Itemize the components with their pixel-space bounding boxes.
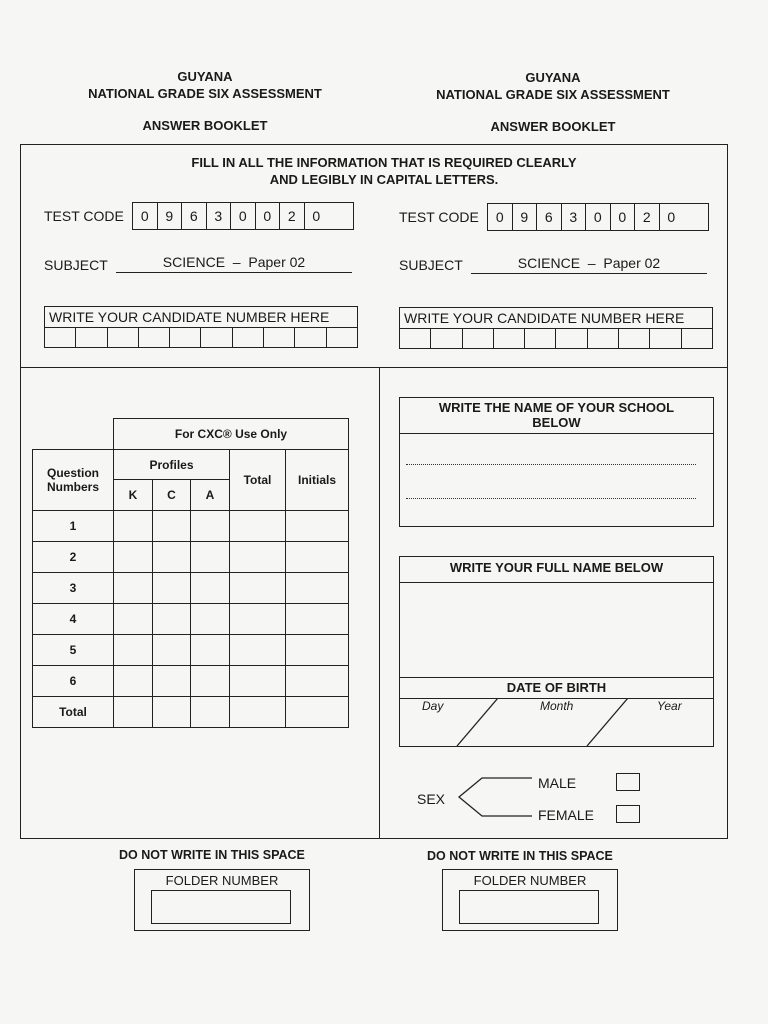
profiles-header: Profiles: [114, 450, 230, 480]
dob-year-label: Year: [657, 699, 682, 713]
test-code-digit: 0: [586, 204, 611, 230]
header-assessment: NATIONAL GRADE SIX ASSESSMENT: [436, 87, 670, 102]
test-code-digit: 0: [312, 208, 321, 224]
test-code-digit: 0: [488, 204, 513, 230]
candidate-number-cells[interactable]: [400, 329, 712, 349]
header-booklet: ANSWER BOOKLET: [490, 119, 616, 134]
candidate-number-label: WRITE YOUR CANDIDATE NUMBER HERE: [400, 308, 712, 329]
cxc-use-table: [32, 418, 349, 728]
school-heading-line2: BELOW: [532, 415, 581, 430]
school-name-line[interactable]: [406, 464, 696, 465]
test-code-digit: 2: [280, 203, 305, 229]
test-code-digit: 0: [256, 203, 281, 229]
header-right: [393, 69, 713, 135]
candidate-number-label: WRITE YOUR CANDIDATE NUMBER HERE: [45, 307, 357, 328]
candidate-number-box[interactable]: [44, 306, 358, 348]
test-code-boxes: [132, 202, 354, 230]
table-row: [33, 542, 349, 573]
profile-a-header: A: [191, 480, 230, 511]
cxc-table-title: For CXC® Use Only: [114, 419, 349, 450]
male-checkbox[interactable]: [616, 773, 640, 791]
folder-number-label: FOLDER NUMBER: [473, 873, 587, 888]
table-row: [33, 635, 349, 666]
do-not-write-label: DO NOT WRITE IN THIS SPACE: [119, 848, 305, 862]
folder-number-box: [442, 869, 618, 931]
subject-value[interactable]: SCIENCE – Paper 02: [116, 254, 352, 273]
instructions: [24, 154, 744, 188]
sex-bracket: [455, 774, 535, 820]
folder-number-label: FOLDER NUMBER: [165, 873, 279, 888]
question-numbers-header: Question Numbers: [33, 450, 114, 511]
test-code-digit: 0: [133, 203, 158, 229]
question-number: 4: [33, 604, 114, 635]
do-not-write-label: DO NOT WRITE IN THIS SPACE: [427, 849, 613, 863]
header-country: GUYANA: [525, 70, 581, 85]
test-code-digit: 0: [231, 203, 256, 229]
question-number: 5: [33, 635, 114, 666]
header-left: [45, 68, 365, 134]
test-code-label: TEST CODE: [44, 208, 124, 224]
instructions-line2: AND LEGIBLY IN CAPITAL LETTERS.: [269, 172, 499, 187]
female-label: FEMALE: [538, 807, 595, 823]
test-code-boxes: [487, 203, 709, 231]
test-code-digit: 9: [158, 203, 183, 229]
test-code-digit: 6: [537, 204, 562, 230]
total-header: Total: [230, 450, 286, 511]
candidate-number-box[interactable]: [399, 307, 713, 349]
question-number: 6: [33, 666, 114, 697]
test-code-digit: 0: [667, 209, 676, 225]
total-row-label: Total: [33, 697, 114, 728]
test-code-digit: 3: [207, 203, 232, 229]
male-label: MALE: [538, 775, 577, 791]
question-number: 1: [33, 511, 114, 542]
question-number: 2: [33, 542, 114, 573]
full-name-panel[interactable]: [399, 556, 714, 747]
folder-number-box: [134, 869, 310, 931]
initials-header: Initials: [286, 450, 349, 511]
subject-label: SUBJECT: [44, 257, 108, 273]
sex-label: SEX: [417, 791, 446, 807]
school-name-line[interactable]: [406, 498, 696, 499]
test-code-label: TEST CODE: [399, 209, 479, 225]
profile-c-header: C: [153, 480, 191, 511]
full-name-area[interactable]: [400, 583, 713, 678]
subject-value[interactable]: SCIENCE – Paper 02: [471, 255, 707, 274]
test-code-digit: 3: [562, 204, 587, 230]
header-country: GUYANA: [177, 69, 233, 84]
school-name-heading: [400, 398, 713, 434]
header-assessment: NATIONAL GRADE SIX ASSESSMENT: [88, 86, 322, 101]
dob-month-label: Month: [540, 699, 574, 713]
test-code-digit: 0: [611, 204, 636, 230]
candidate-number-cells[interactable]: [45, 328, 357, 348]
test-code-digit: 6: [182, 203, 207, 229]
dob-day-label: Day: [422, 699, 444, 713]
table-row: [33, 604, 349, 635]
school-name-panel[interactable]: [399, 397, 714, 527]
school-heading-line1: WRITE THE NAME OF YOUR SCHOOL: [438, 400, 675, 415]
folder-number-field: [151, 890, 291, 924]
dob-heading: DATE OF BIRTH: [400, 678, 713, 699]
table-row: [33, 573, 349, 604]
instructions-line1: FILL IN ALL THE INFORMATION THAT IS REQUIRED CLEARLY: [191, 155, 577, 170]
table-row: [33, 666, 349, 697]
question-number: 3: [33, 573, 114, 604]
table-row: [33, 511, 349, 542]
header-booklet: ANSWER BOOKLET: [142, 118, 268, 133]
test-code-digit: 2: [635, 204, 660, 230]
profile-k-header: K: [114, 480, 153, 511]
female-checkbox[interactable]: [616, 805, 640, 823]
test-code-digit: 9: [513, 204, 538, 230]
table-row: [33, 697, 349, 728]
full-name-heading: WRITE YOUR FULL NAME BELOW: [400, 557, 713, 583]
folder-number-field: [459, 890, 599, 924]
subject-label: SUBJECT: [399, 257, 463, 273]
